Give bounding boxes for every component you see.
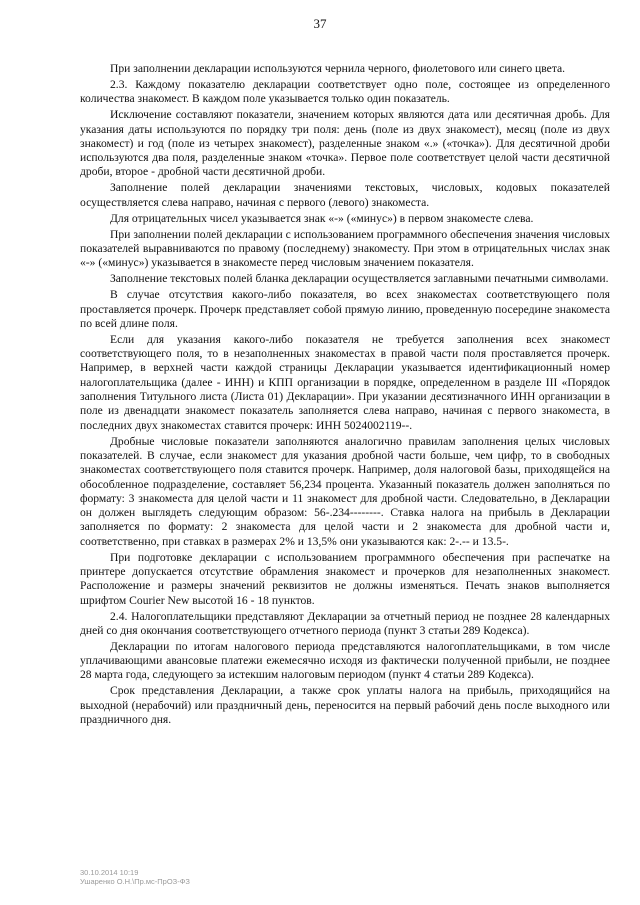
paragraph: При заполнении полей декларации с использованием программного обеспечения значения числовых показателей выравниваются по правому (последнему) знакоместу. При этом в отрицательных числах знак «-» («минус») указывается в знакоместе перед числовым значением показателя.: [80, 227, 610, 270]
paragraph: Исключение составляют показатели, значением которых являются дата или десятичная дробь. Для указания даты используются по порядку три поля: день (поле из двух знакомест), месяц (поле из двух знакомест) и год (поле из четырех знакомест), разделенные знаком «.» («точка»). Для десятичной дроби используются два поля, разделенные знаком «точка». Первое поле соответствует целой части десятичной дроби, второе - дробной части десятичной дроби.: [80, 108, 610, 179]
print-footer: [80, 868, 190, 886]
paragraph: Заполнение текстовых полей бланка декларации осуществляется заглавными печатными символами.: [110, 272, 609, 286]
paragraph: При подготовке декларации с использованием программного обеспечения при распечатке на принтере допускается отсутствие обрамления знакомест и прочерков для незаполненных знакомест. Расположение и размеры значений реквизитов не должны изменяться. Печать знаков выполняется шрифтом Courier New высотой 16 - 18 пунктов.: [80, 550, 610, 607]
paragraph: 2.4. Налогоплательщики представляют Декларации за отчетный период не позднее 28 календарных дней со дня окончания соответствующего отчетного периода (пункт 3 статьи 289 Кодекса).: [80, 609, 610, 637]
page-number: 37: [313, 16, 327, 31]
footer-file-path: Ушаренко О.Н.\Пр.мс-ПрОЗ-ФЗ: [80, 877, 190, 886]
paragraph: Для отрицательных чисел указывается знак «-» («минус») в первом знакоместе слева.: [110, 211, 534, 225]
footer-timestamp: 30.10.2014 10:19: [80, 868, 139, 877]
paragraph: 2.3. Каждому показателю декларации соответствует одно поле, состоящее из определенного количества знакомест. В каждом поле указывается только один показатель.: [80, 77, 610, 106]
paragraph: Срок представления Декларации, а также срок уплаты налога на прибыль, приходящийся на выходной (нерабочий) или праздничный день, переносится на первый рабочий день после выходного или праздничного дня.: [80, 684, 610, 726]
paragraph: Если для указания какого-либо показателя не требуется заполнения всех знакомест соответствующего поля, то в незаполненных знакоместах в правой части поля проставляется прочерк. Например, в верхней части каждой страницы Декларации указывается идентификационный номер налогоплательщика (далее - ИНН) и КПП организации в порядке, определенном в разделе III «Порядок заполнения Титульного листа (Листа 01) Декларации». При указании десятизначного ИНН организации в поле из двенадцати знакомест показатель заполняется слева направо, начиная с первого знакоместа, в последних двух знакоместах ставится прочерк: ИНН 5024002119--.: [80, 332, 610, 432]
paragraph: В случае отсутствия какого-либо показателя, во всех знакоместах соответствующего поля проставляется прочерк. Прочерк представляет собой прямую линию, проведенную посередине знакоместа по всей длине поля.: [80, 288, 610, 330]
paragraph: Дробные числовые показатели заполняются аналогично правилам заполнения целых числовых показателей. В случае, если знакомест для указания дробной части больше, чем цифр, то в свободных знакоместах соответствующего поля ставится прочерк. Например, доля налоговой базы, приходящейся на обособленное подразделение, составляет 56,234 процента. Указанный показатель должен заполняться по формату: 3 знакоместа для целой части и 11 знакомест для дробной части. Следовательно, в Декларации он должен выглядеть следующим образом: 56-.234--------. Ставка налога на прибыль в Декларации заполняется по формату: 2 знакоместа для целой части и 2 знакоместа для дробной части и, соответственно, при ставках в размерах 2% и 13,5% они указываются как: 2-.-- и 13.5-.: [80, 434, 610, 548]
paragraph: При заполнении декларации используются чернила черного, фиолетового или синего цвета.: [110, 62, 566, 75]
paragraph: Декларации по итогам налогового периода представляются налогоплательщиками, в том числе уплачивающими авансовые платежи ежемесячно исходя из фактически полученной прибыли, не позднее 28 марта года, следующего за истекшим налоговым периодом (пункт 4 статьи 289 Кодекса).: [80, 639, 610, 682]
paragraph: Заполнение полей декларации значениями текстовых, числовых, кодовых показателей осуществляется слева направо, начиная с первого (левого) знакоместа.: [80, 181, 610, 209]
document-body: [80, 62, 610, 729]
